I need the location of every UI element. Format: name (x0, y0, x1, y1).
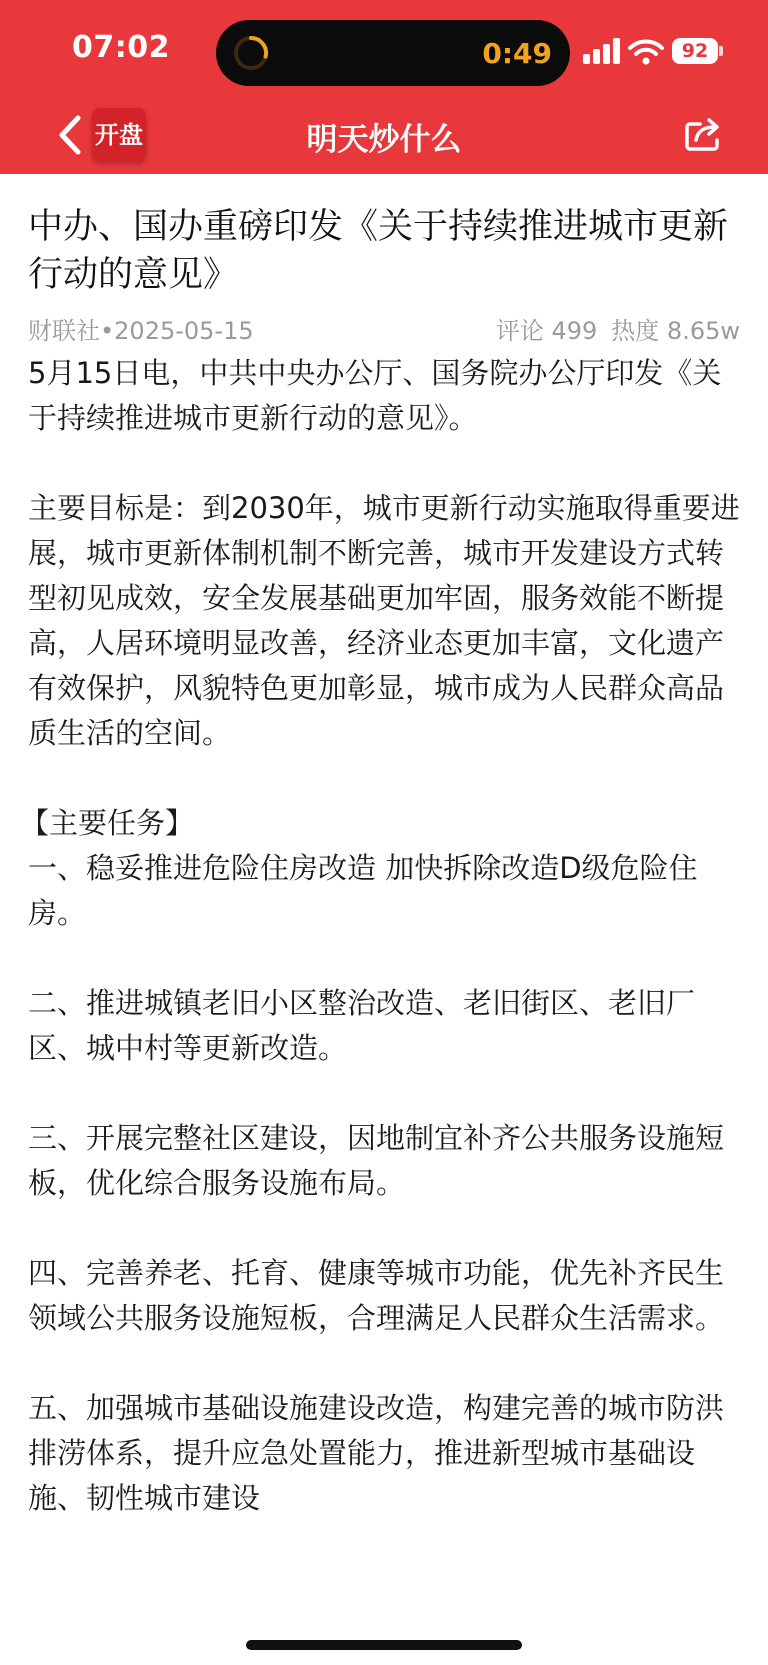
comment-count[interactable]: 评论 499 (495, 317, 598, 345)
section-heading: 【主要任务】 (20, 806, 195, 840)
heat-count: 热度 8.65w (611, 317, 740, 345)
battery-tip (719, 46, 723, 56)
status-time: 07:02 (72, 30, 170, 65)
island-timer: 0:49 (482, 37, 552, 70)
nav-title: 明天炒什么 (306, 122, 462, 158)
article-meta (28, 311, 740, 343)
signal-icon (583, 38, 621, 64)
paragraph: 五、加强城市基础设施建设改造，构建完善的城市防洪排涝体系，提升应急处置能力，推进新型城市基础设施、韧性城市建设 (28, 1391, 725, 1515)
share-icon[interactable] (684, 116, 724, 152)
source-date: 财联社•2025-05-15 (28, 317, 254, 345)
paragraph: 5月15日电，中共中央办公厅、国务院办公厅印发《关于持续推进城市更新行动的意见》。 (28, 356, 722, 435)
battery-level: 92 (681, 40, 709, 62)
paragraph: 主要目标是：到2030年，城市更新行动实施取得重要进展，城市更新体制机制不断完善，城市开发建设方式转型初见成效，安全发展基础更加牢固，服务效能不断提高，人居环境明显改善，经济业态更加丰富，文化遗产有效保护，风貌特色更加彰显，城市成为人民群众高品质生活的空间。 (28, 491, 740, 750)
wifi-icon (628, 38, 664, 66)
paragraph: 一、稳妥推进危险住房改造 加快拆除改造D级危险住房。 (28, 851, 698, 930)
article-title: 中办、国办重磅印发《关于持续推进城市更新行动的意见》 (28, 207, 729, 295)
app-logo[interactable]: 开盘 (92, 108, 146, 162)
dynamic-island[interactable] (216, 20, 570, 86)
paragraph: 二、推进城镇老旧小区整治改造、老旧街区、老旧厂区、城中村等更新改造。 (28, 986, 696, 1065)
battery-icon (672, 38, 718, 64)
paragraph: 四、完善养老、托育、健康等城市功能，优先补齐民生领域公共服务设施短板，合理满足人民群众生活需求。 (28, 1256, 725, 1335)
paragraph: 三、开展完整社区建设，因地制宜补齐公共服务设施短板，优化综合服务设施布局。 (28, 1121, 725, 1200)
timer-ring-icon (232, 34, 270, 72)
article-body (20, 351, 744, 1521)
home-indicator[interactable] (246, 1640, 522, 1650)
article-stats (482, 311, 740, 346)
